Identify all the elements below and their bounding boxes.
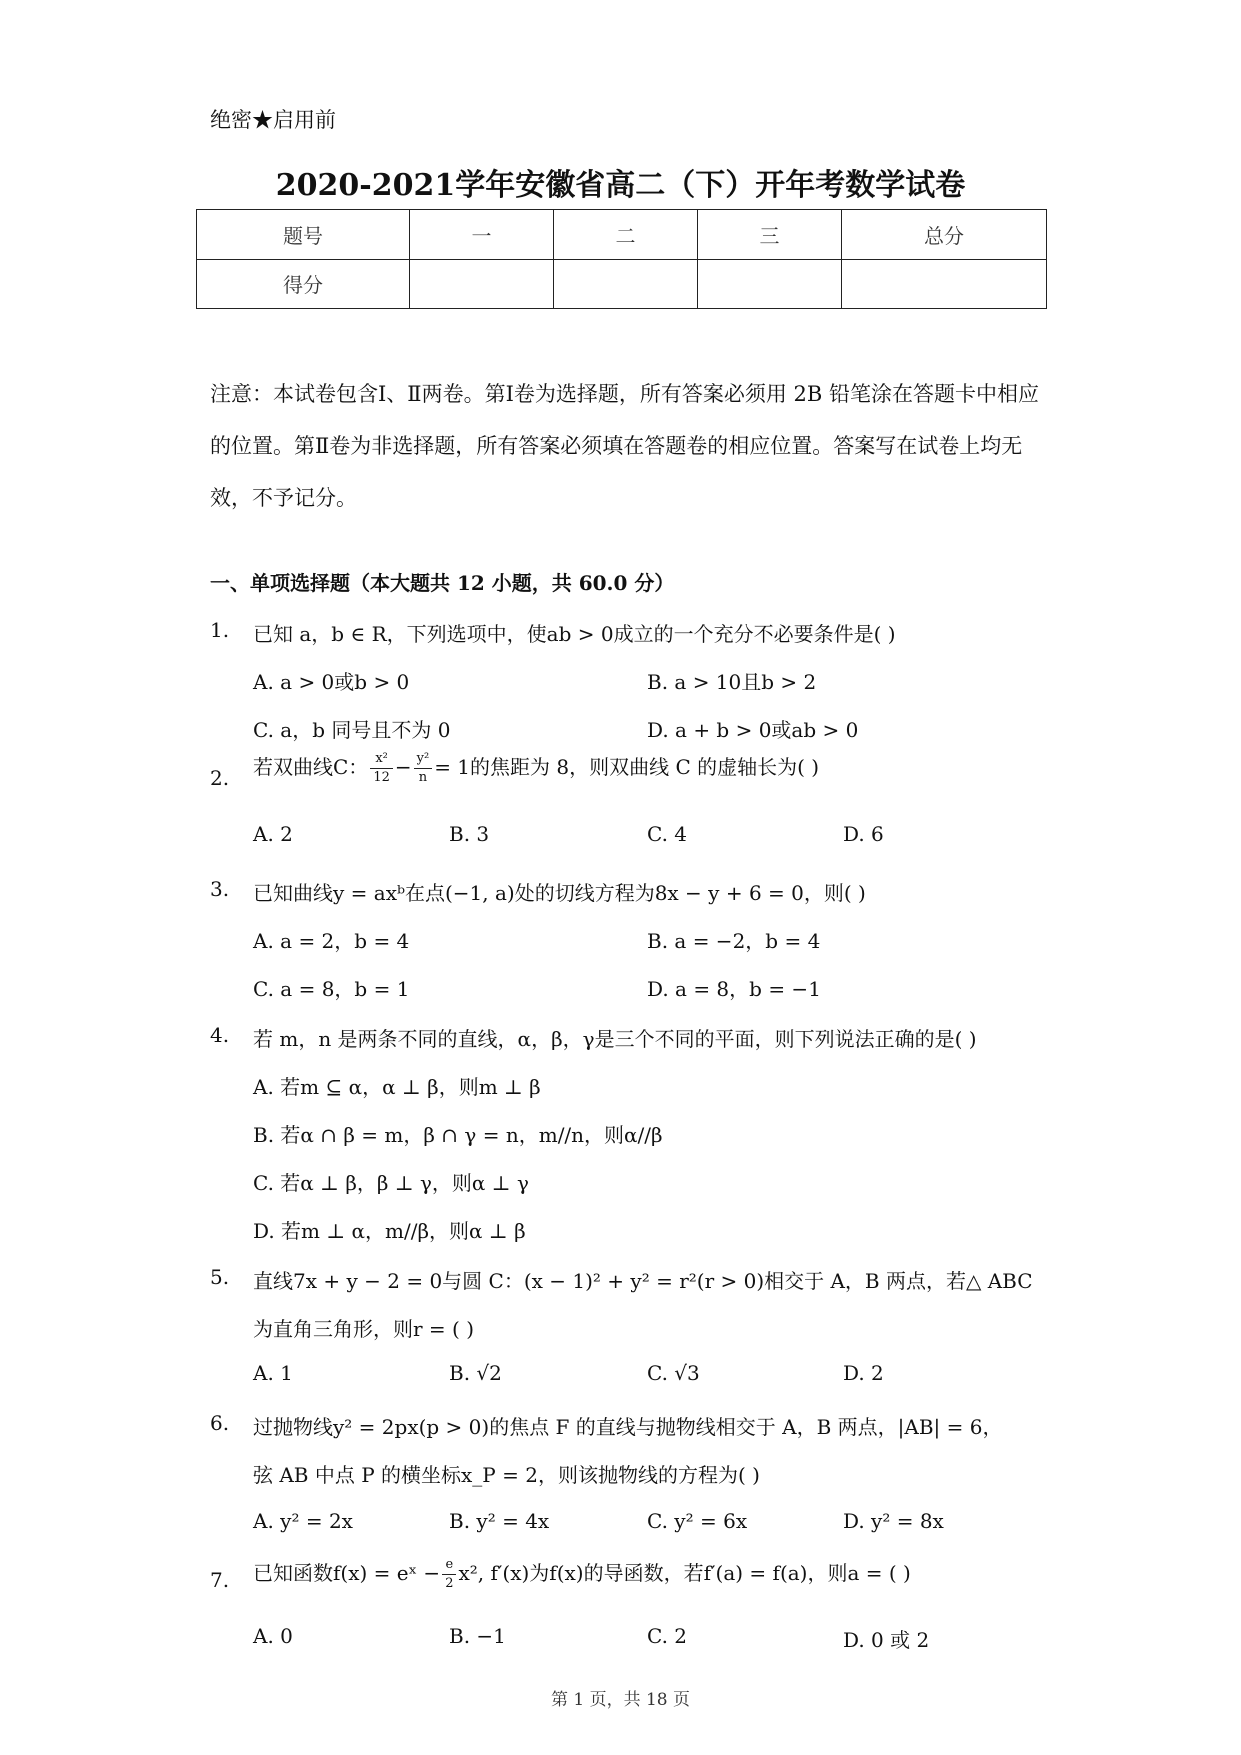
option-c: C. 若α ⊥ β，β ⊥ γ，则α ⊥ γ [253, 1171, 529, 1195]
option-a: A. a > 0或b > 0 [253, 670, 410, 694]
question-number: 3. [210, 877, 230, 901]
question-number: 5. [210, 1265, 230, 1289]
question-text-line2: 弦 AB 中点 P 的横坐标x_P = 2，则该抛物线的方程为( ) [253, 1463, 760, 1487]
option-a: A. 1 [253, 1361, 293, 1385]
option-c: C. 4 [647, 822, 688, 846]
score-cell[interactable] [698, 259, 842, 309]
question-number: 7. [210, 1568, 230, 1592]
option-a: A. 0 [253, 1624, 293, 1648]
question-text-line2: 为直角三角形，则r = ( ) [253, 1317, 474, 1341]
score-cell[interactable] [410, 259, 554, 309]
question-text: 若 m，n 是两条不同的直线，α，β，γ是三个不同的平面，则下列说法正确的是( ) [253, 1027, 977, 1051]
question-number: 1. [210, 618, 230, 642]
exam-notice: 注意：本试卷包含Ⅰ、Ⅱ两卷。第Ⅰ卷为选择题，所有答案必须用 2B 铅笔涂在答题卡中相应的位置。第Ⅱ卷为非选择题，所有答案必须填在答题卷的相应位置。答案写在试卷上均无效，不予记分。 [210, 382, 1040, 510]
question-text: 直线7x + y − 2 = 0与圆 C：(x − 1)² + y² = r²(r > 0)相交于 A，B 两点，若△ ABC [253, 1269, 1033, 1293]
score-header-cell: 一 [410, 210, 554, 260]
option-d: D. 若m ⊥ α，m//β，则α ⊥ β [253, 1219, 526, 1243]
score-row-label: 得分 [197, 259, 410, 309]
option-b: B. 3 [449, 822, 490, 846]
score-header-cell: 题号 [197, 210, 410, 260]
question-text: 已知曲线y = axᵇ在点(−1, a)处的切线方程为8x − y + 6 = 0，则( ) [253, 881, 866, 905]
question-text-post: x², f′(x)为f(x)的导函数，若f′(a) = f(a)，则a = ( ) [458, 1561, 911, 1585]
fraction-y2-over-n: $\frac{\text{y²}}{n}$ [414, 750, 433, 787]
question-number: 6. [210, 1411, 230, 1435]
score-table-score-row [197, 259, 1047, 309]
option-b: B. y² = 4x [449, 1509, 550, 1533]
score-header-cell: 三 [698, 210, 842, 260]
option-a: A. 2 [253, 822, 293, 846]
question-text-pre: 若双曲线C： [253, 755, 369, 779]
option-c: C. y² = 6x [647, 1509, 748, 1533]
option-c: C. a，b 同号且不为 0 [253, 718, 451, 742]
score-table-header-row [197, 210, 1047, 260]
question-number: 2. [210, 766, 230, 790]
minus-sign: − [394, 755, 412, 779]
question-text: 过抛物线y² = 2px(p > 0)的焦点 F 的直线与抛物线相交于 A，B 两点，|AB| = 6， [253, 1415, 1003, 1439]
option-d: D. 0 或 2 [843, 1628, 930, 1652]
score-header-cell: 二 [554, 210, 698, 260]
exam-title: 2020-2021学年安徽省高二（下）开年考数学试卷 [275, 168, 966, 203]
option-b: B. √2 [449, 1361, 502, 1385]
option-c: C. a = 8，b = 1 [253, 977, 410, 1001]
score-cell[interactable] [842, 259, 1047, 309]
option-d: D. a = 8，b = −1 [647, 977, 821, 1001]
option-c: C. √3 [647, 1361, 700, 1385]
option-b: B. −1 [449, 1624, 506, 1648]
confidential-label: 绝密★启用前 [210, 108, 336, 132]
option-a: A. 若m ⊆ α，α ⊥ β，则m ⊥ β [253, 1075, 541, 1099]
option-a: A. y² = 2x [253, 1509, 353, 1533]
section-title: 一、单项选择题（本大题共 12 小题，共 60.0 分） [210, 571, 675, 595]
question-text [253, 750, 819, 787]
option-b: B. a = −2，b = 4 [647, 929, 821, 953]
question-text: 已知 a，b ∈ R，下列选项中，使ab > 0成立的一个充分不必要条件是( ) [253, 622, 896, 646]
option-d: D. 6 [843, 822, 884, 846]
score-table [196, 209, 1047, 309]
option-b: B. a > 10且b > 2 [647, 670, 817, 694]
question-text-post: = 1的焦距为 8，则双曲线 C 的虚轴长为( ) [434, 755, 820, 779]
score-cell[interactable] [554, 259, 698, 309]
score-header-cell: 总分 [842, 210, 1047, 260]
fraction-e-over-2: $\frac{e}{2}$ [442, 1556, 456, 1593]
question-number: 4. [210, 1023, 230, 1047]
fraction-x2-over-12: $\frac{\text{x²}}{12}$ [370, 750, 393, 787]
option-d: D. y² = 8x [843, 1509, 944, 1533]
option-d: D. a + b > 0或ab > 0 [647, 718, 859, 742]
question-text [253, 1556, 911, 1593]
option-b: B. 若α ∩ β = m，β ∩ γ = n，m//n，则α//β [253, 1123, 663, 1147]
option-a: A. a = 2，b = 4 [253, 929, 410, 953]
option-d: D. 2 [843, 1361, 884, 1385]
page-footer: 第 1 页，共 18 页 [550, 1690, 691, 1710]
option-c: C. 2 [647, 1624, 688, 1648]
question-text-pre: 已知函数f(x) = eˣ − [253, 1561, 441, 1585]
